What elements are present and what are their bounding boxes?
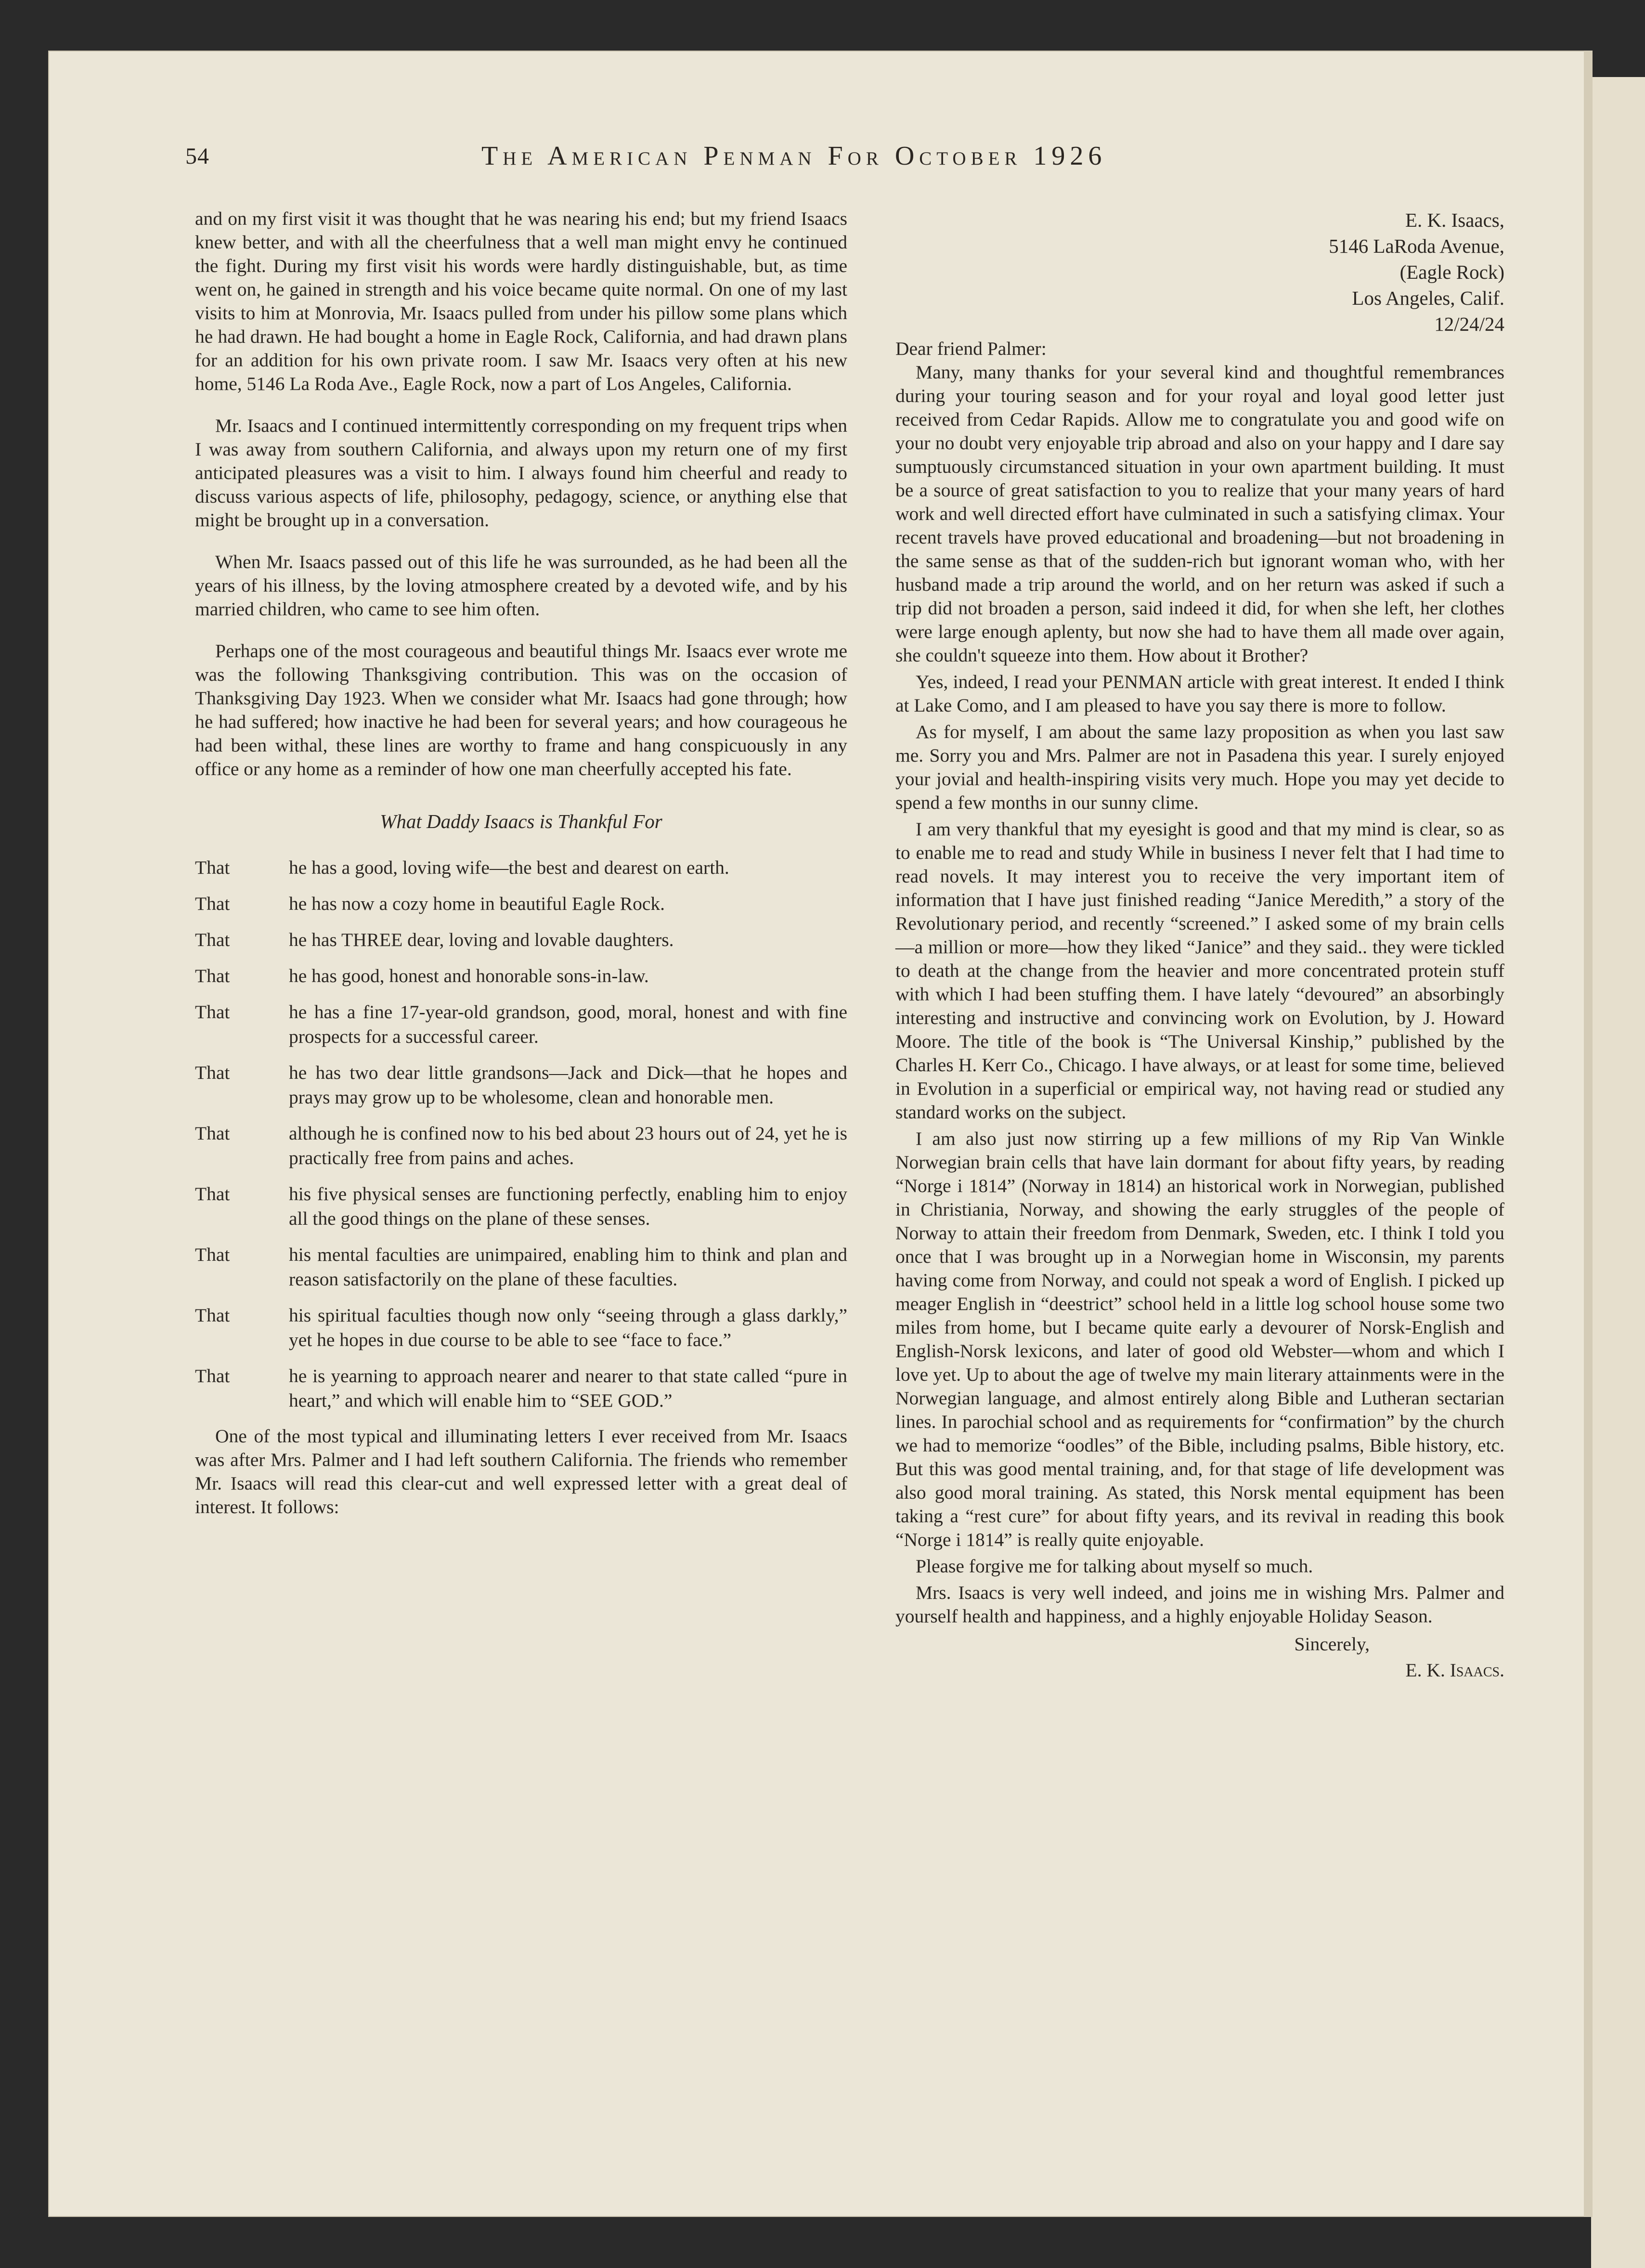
paragraph: As for myself, I am about the same lazy proposition as when you last saw me. Sorry you and Mrs. Palmer are not in Pasadena this year. I surely enjoyed your jovial and health-inspiring visits very much. Hope you may yet decide to spend a few months in our sunny clime. [895, 721, 1504, 813]
address-line: Los Angeles, Calif. [1352, 287, 1504, 309]
paragraph: Many, many thanks for your several kind and thoughtful remembrances during your touring season and for your royal and loyal good letter just received from Cedar Rapids. Allow me to congratulate you and good wife on your no doubt very enjoyable trip abroad and also on your happy and I dare say sumptuously circumstanced situation in your own apartment building. It must be a source of great satisfaction to you to realize that your many years of hard work and well directed effort have culminated in such a satisfying climax. Your recent travels have proved educational and broadening—but not broadening in the same sense as that of the sudden-rich but ignorant woman who, with her husband made a trip around the world, and on her return was asked if such a trip did not broaden a person, said indeed it did, for when she left, her clothes were large enough aplenty, but now she had to have them all made over again, she couldn't squeeze into them. How about it Brother? [895, 362, 1504, 666]
paragraph: Mr. Isaacs and I continued intermittently corresponding on my frequent trips when I was away from southern California, and always upon my return one of my first anticipated pleasures was a visit to him. I always found him cheerful and ready to discuss various aspects of life, philosophy, pedagogy, science, or anything else that might be brought up in a conversation. [195, 415, 847, 531]
paragraph: When Mr. Isaacs passed out of this life he was surrounded, as he had been all the years of his illness, by the loving atmosphere created by a devoted wife, and by his married children, who came to see him often. [195, 551, 847, 620]
poem-line-lead: That [195, 1062, 230, 1083]
poem-line [195, 1182, 847, 1231]
poem-line-text: although he is confined now to his bed about 23 hours out of 24, yet he is practically free from pains and aches. [289, 1123, 847, 1168]
signature-block [895, 1631, 1504, 1683]
poem-line-text: he has a good, loving wife—the best and dearest on earth. [289, 857, 729, 878]
paragraph: I am also just now stirring up a few millions of my Rip Van Winkle Norwegian brain cells that have lain dormant for about fifty years, by reading “Norge i 1814” (Norway in 1814) an historical work in Norwegian, published in Christiania, Norway, and showing the early struggles of the people of Norway to attain their freedom from Denmark, Sweden, etc. I think I told you once that I was brought up in a Norwegian home in Wisconsin, my parents having come from Norway, and could not speak a word of English. I picked up meager English in “deestrict” school held in a little log school house some two miles from home, but I became quite early a devourer of Norsk-English and English-Norsk lexicons, and later of good old Webster—whom and which I love yet. Up to about the age of twelve my main literary attainments were in the Norwegian language, and almost entirely along Bible and Lutheran sectarian lines. In parochial school and as requirements for “confirmation” by the church we had to memorize “oodles” of the Bible, including psalms, Bible history, etc. But this was good mental training, and, for that stage of life development was also good moral training. As stated, this Norsk mental equipment has been taking a “rest cure” for about fifty years, and its revival in reading this book “Norge i 1814” is really quite enjoyable. [895, 1128, 1504, 1550]
paragraph: Mrs. Isaacs is very well indeed, and joins me in wishing Mrs. Palmer and yourself health and happiness, and a highly enjoyable Holiday Season. [895, 1582, 1504, 1627]
poem-line-text: he has now a cozy home in beautiful Eagle Rock. [289, 893, 665, 914]
poem-line [195, 1000, 847, 1049]
left-column [195, 207, 847, 1519]
poem-line [195, 1061, 847, 1110]
closing-paragraph: One of the most typical and illuminating letters I ever received from Mr. Isaacs was after Mrs. Palmer and I had left southern California. The friends who remember Mr. Isaacs will read this clear-cut and well expressed letter with a great deal of interest. It follows: [195, 1426, 847, 1517]
poem-line-text: his five physical senses are functioning perfectly, enabling him to enjoy all the good things on the plane of these senses. [289, 1183, 847, 1229]
paragraph: Please forgive me for talking about myself so much. [916, 1555, 1313, 1577]
poem-line [195, 1243, 847, 1292]
facing-page-edge [1591, 77, 1645, 2268]
poem-line [195, 892, 847, 916]
poem-line [195, 928, 847, 952]
poem-line-lead: That [195, 893, 230, 914]
right-column [895, 207, 1504, 1683]
poem-line [195, 855, 847, 880]
poem-line [195, 1121, 847, 1170]
poem-line-lead: That [195, 1183, 230, 1205]
address-line: (Eagle Rock) [1399, 261, 1504, 283]
running-head: The American Penman For October 1926 [481, 141, 1107, 171]
salutation: Dear friend Palmer: [895, 338, 1047, 359]
paragraph: Perhaps one of the most courageous and beautiful things Mr. Isaacs ever wrote me was the following Thanksgiving contribution. This was on the occasion of Thanksgiving Day 1923. When we consider what Mr. Isaacs had gone through; how he had suffered; how inactive he had been for several years; and how courageous he had been withal, these lines are worthy to frame and hang conspicuously in any office or any home as a reminder of how one man cheerfully accepted his fate. [195, 640, 847, 779]
poem-line-text: he has THREE dear, loving and lovable daughters. [289, 929, 674, 950]
letter-date: 12/24/24 [1434, 313, 1504, 335]
poem-line-text: he has good, honest and honorable sons-in-law. [289, 965, 649, 986]
page-gutter-shadow [1584, 51, 1593, 2217]
poem-line-lead: That [195, 1365, 230, 1387]
poem-line-lead: That [195, 929, 230, 950]
letter-address [895, 207, 1504, 337]
poem-title: What Daddy Isaacs is Thankful For [380, 810, 662, 832]
paragraph: I am very thankful that my eyesight is good and that my mind is clear, so as to enable me to read and study While in business I never felt that I had time to read novels. It may interest you to receive the very important item of information that I have just finished reading “Janice Meredith,” a story of the Revolutionary period, and recently “screened.” I asked some of my brain cells—a million or more—how they liked “Janice” and they said.. they were tickled to death at the change from the heavier and more concentrated protein stuff with which I had been stuffing them. I have lately “devoured” an absorbingly interesting and instructive and convincing work on Evolution, by J. Howard Moore. The title of the book is “The Universal Kinship,” published by the Charles H. Kerr Co., Chicago. I have always, or at least for some time, believed in Evolution in a superficial or empirical way, not having read or studied any standard works on the subject. [895, 818, 1504, 1123]
poem-line-lead: That [195, 1244, 230, 1265]
poem-line-lead: That [195, 1001, 230, 1023]
address-line: 5146 LaRoda Avenue, [1329, 235, 1504, 257]
signature: E. K. Isaacs. [1405, 1659, 1504, 1681]
poem-line-text: he has a fine 17-year-old grandson, good, moral, honest and with fine prospects for a successful career. [289, 1001, 847, 1047]
poem-line-text: he has two dear little grandsons—Jack and Dick—that he hopes and prays may grow up to be wholesome, clean and honorable men. [289, 1062, 847, 1108]
poem-line-lead: That [195, 1123, 230, 1144]
poem-line-text: his spiritual faculties though now only “seeing through a glass darkly,” yet he hopes in due course to be able to see “face to face.” [289, 1305, 847, 1350]
page-number: 54 [185, 143, 209, 169]
poem-line-lead: That [195, 1305, 230, 1326]
paragraph: Yes, indeed, I read your PENMAN article with great interest. It ended I think at Lake Como, and I am pleased to have you say there is more to follow. [895, 671, 1504, 716]
valediction: Sincerely, [1294, 1633, 1370, 1655]
poem-line [195, 964, 847, 988]
poem-line-text: he is yearning to approach nearer and nearer to that state called “pure in heart,” and which will enable him to “SEE GOD.” [289, 1365, 847, 1411]
poem-line-lead: That [195, 857, 230, 878]
poem-line-lead: That [195, 965, 230, 986]
poem-line-text: his mental faculties are unimpaired, enabling him to think and plan and reason satisfactorily on the plane of these faculties. [289, 1244, 847, 1290]
address-line: E. K. Isaacs, [1405, 209, 1504, 231]
poem-line [195, 1364, 847, 1413]
paragraph: and on my first visit it was thought that he was nearing his end; but my friend Isaacs knew better, and with all the cheerfulness that a well man might envy he continued the fight. During my first visit his words were hardly distinguishable, but, as time went on, he gained in strength and his voice became quite normal. On one of my last visits to him at Monrovia, Mr. Isaacs pulled from under his pillow some plans which he had drawn. He had bought a home in Eagle Rock, California, and had drawn plans for an addition for his own private room. I saw Mr. Isaacs very often at his new home, 5146 La Roda Ave., Eagle Rock, now a part of Los Angeles, California. [195, 208, 847, 394]
poem-line [195, 1303, 847, 1352]
